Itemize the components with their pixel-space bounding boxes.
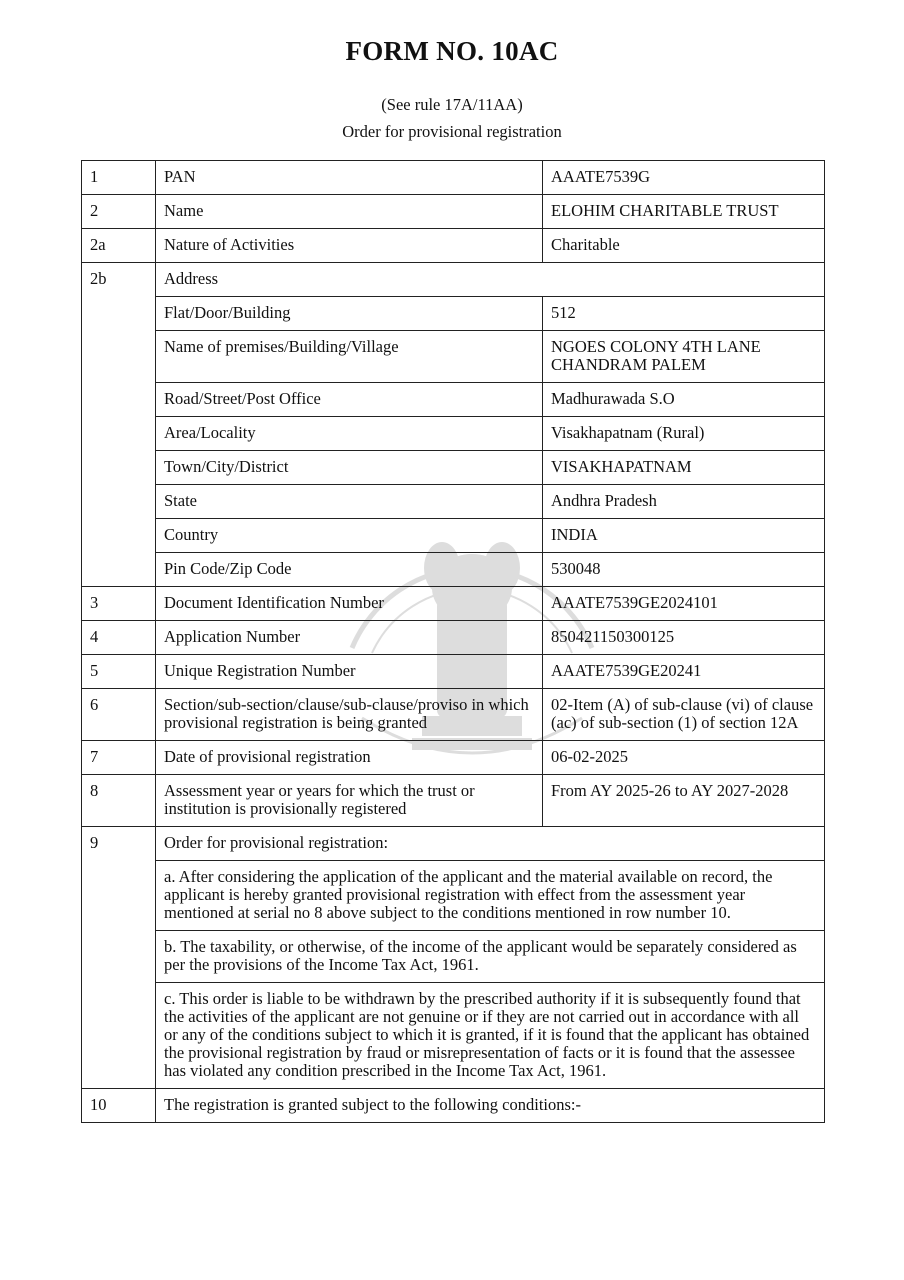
field-label: Document Identification Number (156, 587, 543, 621)
field-value: 512 (543, 297, 825, 331)
table-row (82, 553, 825, 587)
table-row (82, 485, 825, 519)
form-subtitle: Order for provisional registration (342, 122, 562, 141)
serial-number: 5 (82, 655, 156, 689)
table-row (82, 689, 825, 741)
form-title: FORM NO. 10AC (345, 36, 559, 66)
table-row (82, 229, 825, 263)
field-label: Area/Locality (156, 417, 543, 451)
table-row (82, 861, 825, 931)
field-label: State (156, 485, 543, 519)
field-label: Application Number (156, 621, 543, 655)
table-row (82, 161, 825, 195)
serial-number: 7 (82, 741, 156, 775)
order-paragraph-a: a. After considering the application of the applicant and the material available on record, the applicant is hereby granted provisional registration with effect from the assessment year mentioned at serial no 8 above subject to the conditions mentioned in row number 10. (156, 861, 825, 931)
field-value: Visakhapatnam (Rural) (543, 417, 825, 451)
table-row (82, 621, 825, 655)
field-value: 530048 (543, 553, 825, 587)
table-row (82, 655, 825, 689)
field-value: ELOHIM CHARITABLE TRUST (543, 195, 825, 229)
field-label: Flat/Door/Building (156, 297, 543, 331)
field-value: From AY 2025-26 to AY 2027-2028 (543, 775, 825, 827)
field-label: PAN (156, 161, 543, 195)
table-row (82, 775, 825, 827)
serial-number: 6 (82, 689, 156, 741)
serial-number: 2 (82, 195, 156, 229)
field-label: Name of premises/Building/Village (156, 331, 543, 383)
field-value: NGOES COLONY 4TH LANE CHANDRAM PALEM (543, 331, 825, 383)
field-value: Madhurawada S.O (543, 383, 825, 417)
table-row (82, 931, 825, 983)
field-label: Pin Code/Zip Code (156, 553, 543, 587)
field-value: 06-02-2025 (543, 741, 825, 775)
field-label: Assessment year or years for which the trust or institution is provisionally registered (156, 775, 543, 827)
field-value: AAATE7539G (543, 161, 825, 195)
section-label: Address (156, 263, 825, 297)
table-row (82, 263, 825, 297)
serial-number: 4 (82, 621, 156, 655)
field-label: Unique Registration Number (156, 655, 543, 689)
table-row (82, 519, 825, 553)
table-row (82, 331, 825, 383)
table-row (82, 827, 825, 861)
field-value: 850421150300125 (543, 621, 825, 655)
table-row (82, 417, 825, 451)
field-label: Road/Street/Post Office (156, 383, 543, 417)
serial-number: 3 (82, 587, 156, 621)
serial-number: 2a (82, 229, 156, 263)
order-paragraph-b: b. The taxability, or otherwise, of the income of the applicant would be separately considered as per the provisions of the Income Tax Act, 1961. (156, 931, 825, 983)
field-label: Country (156, 519, 543, 553)
table-row (82, 741, 825, 775)
serial-number: 8 (82, 775, 156, 827)
field-label: Section/sub-section/clause/sub-clause/proviso in which provisional registration is being granted (156, 689, 543, 741)
table-row (82, 195, 825, 229)
field-value: AAATE7539GE2024101 (543, 587, 825, 621)
table-row (82, 297, 825, 331)
field-label: Name (156, 195, 543, 229)
serial-number: 10 (82, 1089, 156, 1123)
field-label: Date of provisional registration (156, 741, 543, 775)
section-label: The registration is granted subject to the following conditions:- (156, 1089, 825, 1123)
table-row (82, 383, 825, 417)
field-label: Nature of Activities (156, 229, 543, 263)
table-row (82, 1089, 825, 1123)
field-value: AAATE7539GE20241 (543, 655, 825, 689)
field-value: Andhra Pradesh (543, 485, 825, 519)
order-paragraph-c: c. This order is liable to be withdrawn by the prescribed authority if it is subsequently found that the activities of the applicant are not genuine or if they are not carried out in accordance with all or any of the conditions subject to which it is granted, if it is found that the applicant has obtained the provisional registration by fraud or misrepresentation of facts or it is found that the assessee has violated any condition prescribed in the Income Tax Act, 1961. (156, 983, 825, 1089)
table-row (82, 587, 825, 621)
serial-number: 2b (82, 263, 156, 297)
field-value: VISAKHAPATNAM (543, 451, 825, 485)
field-value: 02-Item (A) of sub-clause (vi) of clause (ac) of sub-section (1) of section 12A (543, 689, 825, 741)
field-label: Town/City/District (156, 451, 543, 485)
table-row (82, 451, 825, 485)
form-table (81, 160, 825, 1123)
table-row (82, 983, 825, 1089)
serial-number: 9 (82, 827, 156, 861)
form-rule-reference: (See rule 17A/11AA) (381, 95, 523, 114)
section-label: Order for provisional registration: (156, 827, 825, 861)
field-value: Charitable (543, 229, 825, 263)
serial-number: 1 (82, 161, 156, 195)
field-value: INDIA (543, 519, 825, 553)
